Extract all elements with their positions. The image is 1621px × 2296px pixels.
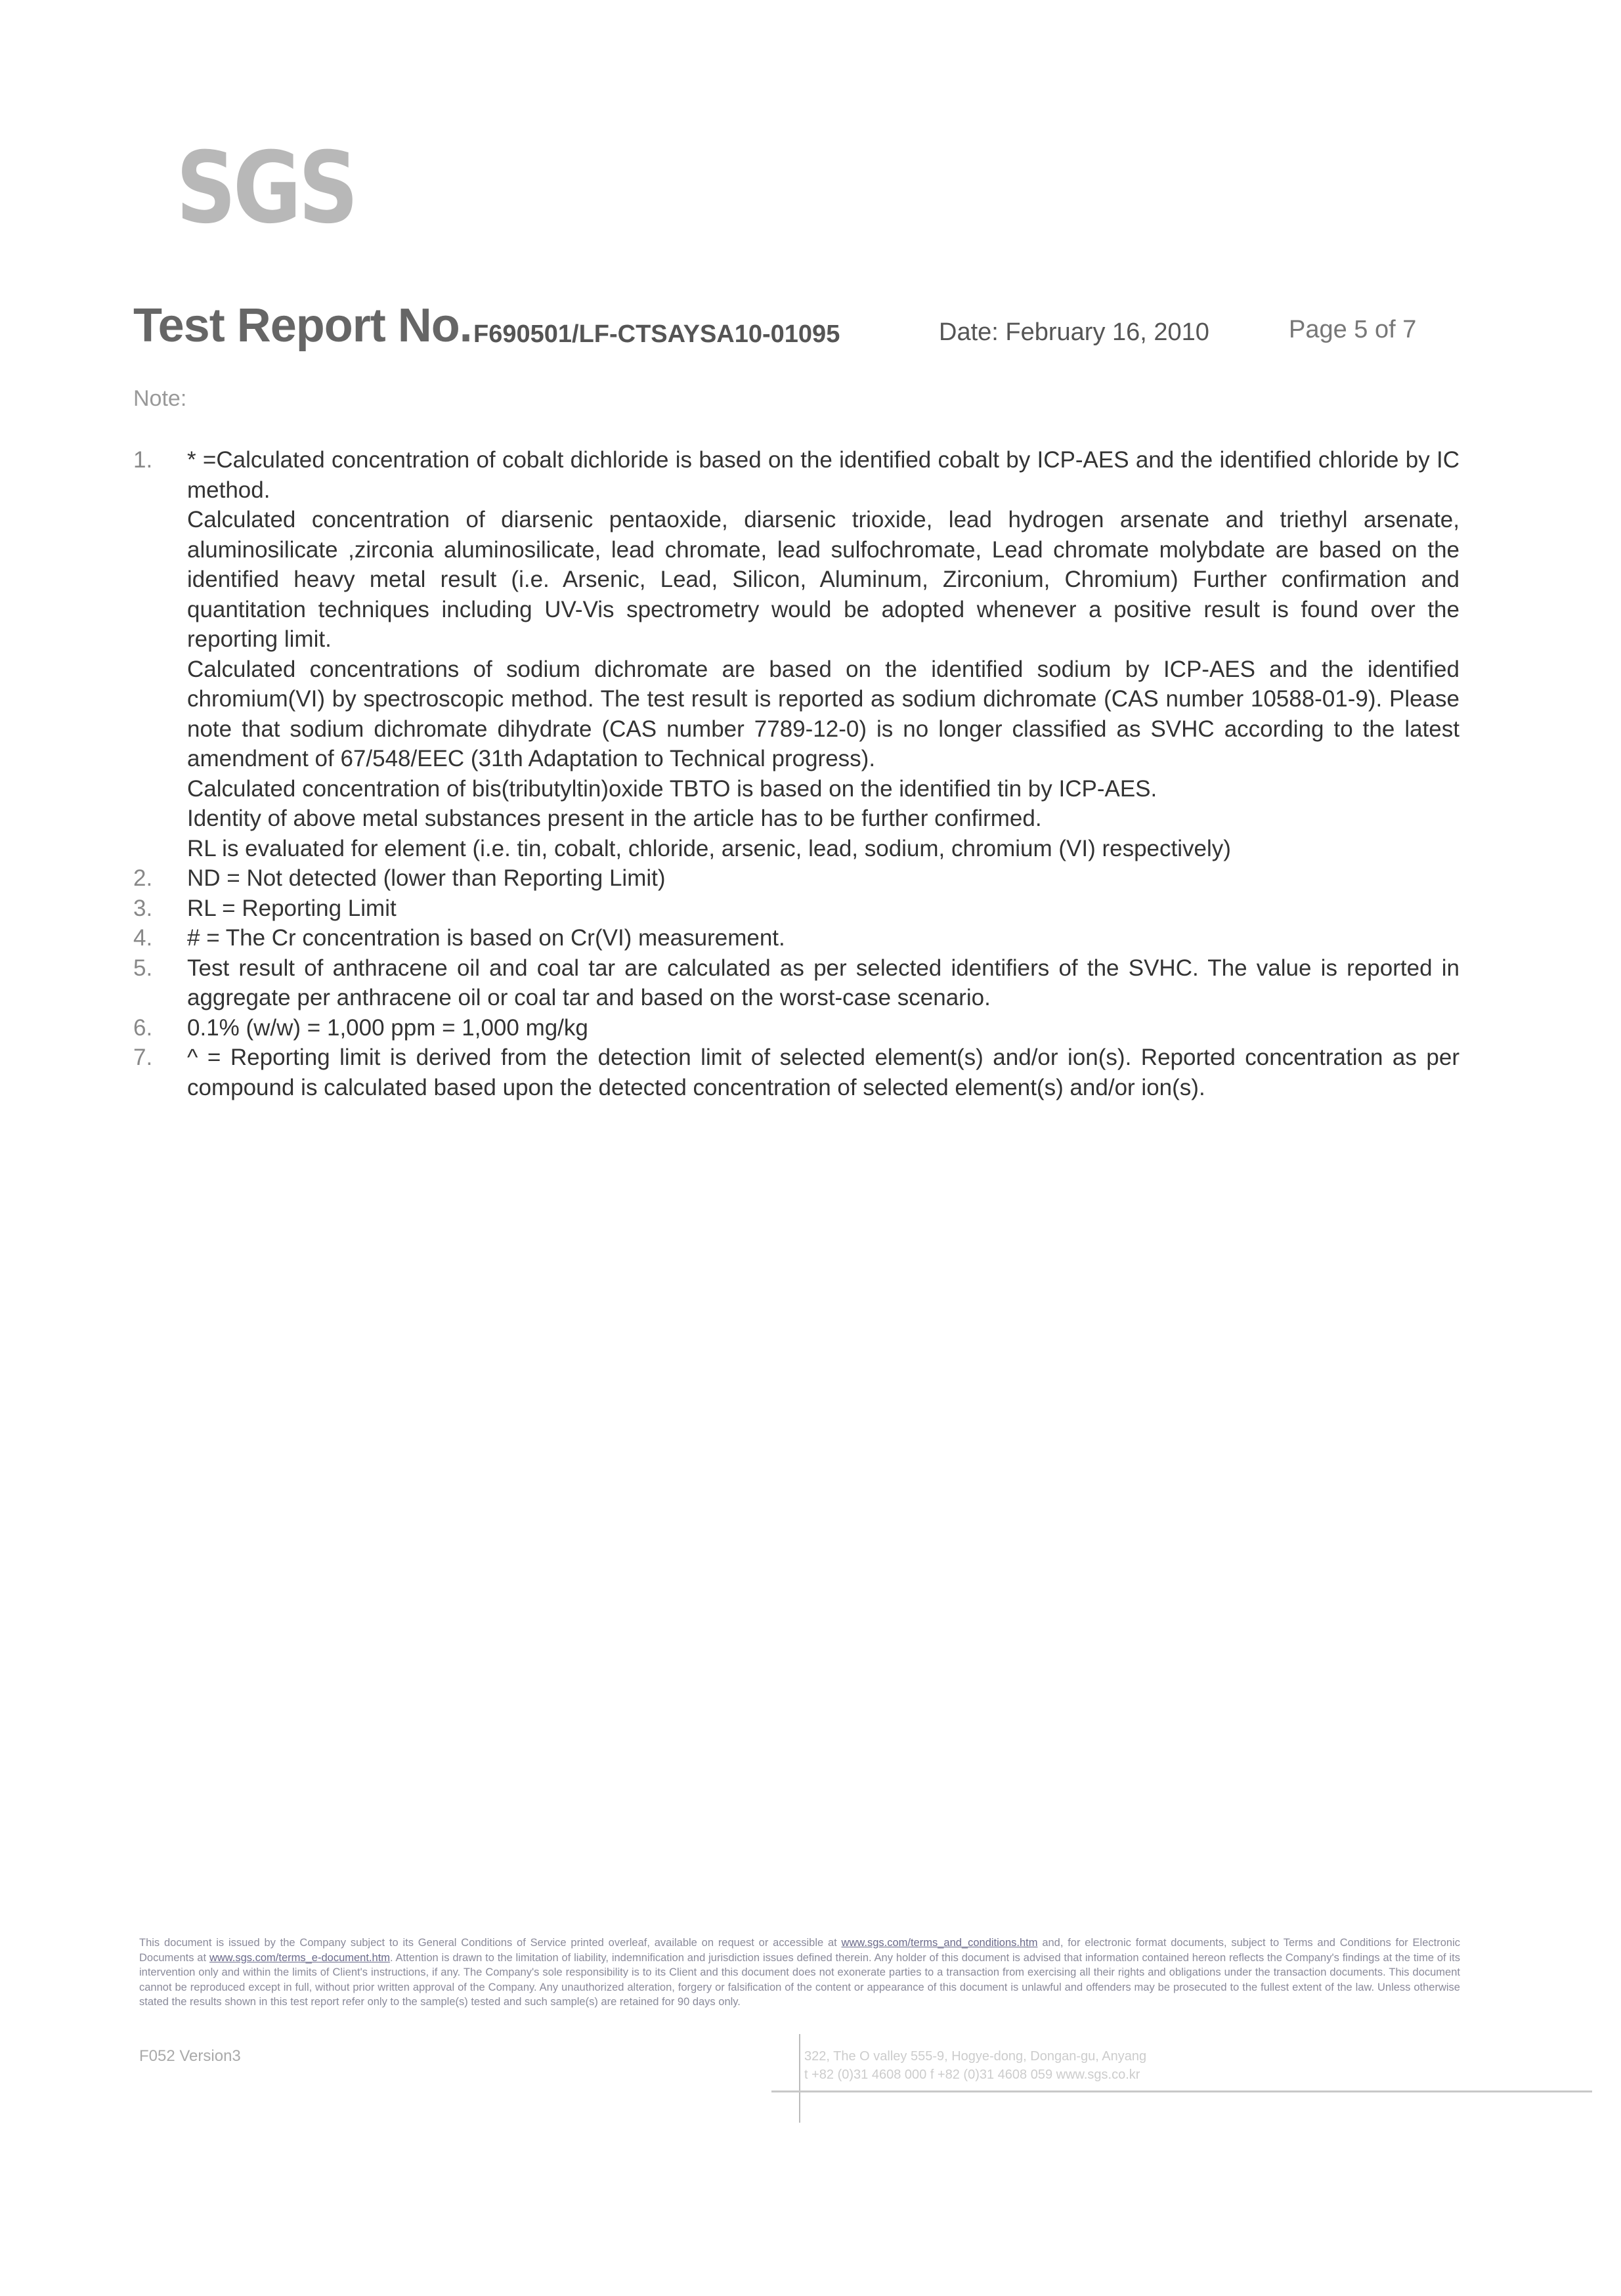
note-text: Calculated concentrations of sodium dichromate are based on the identified sodium by ICP-AES and the identified chromium(VI) by spectroscopic method. The test result is reported as sodium dichromate (CAS number 10588-01-9). Please note that sodium dichromate dihydrate (CAS number 7789-12-0) is no longer classified as SVHC according to the latest amendment of 67/548/EEC (31th Adaptation to Technical progress). [187,656,1459,771]
company-address [804,2047,1146,2084]
disclaimer-text: and, for electronic format documents, subject to Terms and Conditions for Electronic Documents at [139,1937,1460,1964]
report-date: Date: February 16, 2010 [939,318,1209,346]
page-indicator: Page 5 of 7 [1289,316,1417,343]
note-text: # = The Cr concentration is based on Cr(VI) measurement. [187,925,785,951]
note-text: ^ = Reporting limit is derived from the detection limit of selected element(s) and/or ion(s). Reported concentration as per compound is calculated based upon the detected concentration of selected element(s) and/or ion(s). [187,1045,1459,1100]
note-item [133,445,1459,863]
note-number: 7. [133,1045,153,1070]
note-text: Calculated concentration of bis(tributyltin)oxide TBTO is based on the identified tin by ICP-AES. [187,775,1157,802]
note-item [133,953,1459,1013]
note-text: Test result of anthracene oil and coal tar are calculated as per selected identifiers of the SVHC. The value is reported in aggregate per anthracene oil or coal tar and based on the worst-case scenario. [187,955,1459,1010]
address-line: 322, The O valley 555-9, Hogye-dong, Dongan-gu, Anyang [804,2049,1147,2064]
note-text: RL = Reporting Limit [187,895,397,921]
note-text: RL is evaluated for element (i.e. tin, cobalt, chloride, arsenic, lead, sodium, chromium (VI) respectively) [187,835,1231,861]
note-item [133,923,1459,953]
note-item [133,894,1459,924]
note-text: * =Calculated concentration of cobalt dichloride is based on the identified cobalt by ICP-AES and the identified chloride by IC method. [187,447,1459,503]
note-number: 4. [133,925,153,951]
note-item [133,863,1459,894]
note-text: Identity of above metal substances present in the article has to be further confirmed. [187,806,1042,831]
note-label: Note: [133,386,187,411]
note-number: 3. [133,895,153,921]
legal-disclaimer [139,1936,1460,2010]
disclaimer-text: This document is issued by the Company subject to its General Conditions of Service printed overleaf, available on request or accessible at [139,1937,837,1949]
note-item [133,1043,1459,1102]
note-number: 2. [133,865,153,891]
notes-list [133,445,1459,1102]
report-title: Test Report No. [133,299,472,352]
sgs-logo: SGS [176,131,356,246]
terms-conditions-link[interactable]: www.sgs.com/terms_and_conditions.htm [841,1937,1038,1949]
report-header [133,299,1486,358]
footer-rule [771,2090,1592,2092]
contact-line: t +82 (0)31 4608 000 f +82 (0)31 4608 059 www.sgs.co.kr [804,2068,1140,2082]
note-number: 1. [133,447,153,473]
form-version: F052 Version3 [139,2047,241,2065]
report-number: F690501/LF-CTSAYSA10-01095 [473,320,840,348]
e-document-terms-link[interactable]: www.sgs.com/terms_e-document.htm [209,1951,391,1964]
note-number: 6. [133,1014,153,1041]
note-text: 0.1% (w/w) = 1,000 ppm = 1,000 mg/kg [187,1014,588,1041]
note-item [133,1013,1459,1043]
note-number: 5. [133,955,153,981]
footer-divider [799,2034,800,2123]
note-text: Calculated concentration of diarsenic pentaoxide, diarsenic trioxide, lead hydrogen arsenate and triethyl arsenate, aluminosilicate ,zirconia aluminosilicate, lead chromate, lead sulfochromate, Lead chromate molybdate are based on the identified heavy metal result (i.e. Arsenic, Lead, Silicon, Aluminum, Zirconium, Chromium) Further confirmation and quantitation techniques including UV-Vis spectrometry would be adopted whenever a positive result is found over the reporting limit. [187,507,1459,652]
note-text: ND = Not detected (lower than Reporting Limit) [187,865,666,891]
disclaimer-text: . Attention is drawn to the limitation of liability, indemnification and jurisdiction issues defined therein. Any holder of this document is advised that information contained hereon reflects the Company's findings at the time of its intervention only and within the limits of Client's instructions, if any. The Company's sole responsibility is to its Client and this document does not exonerate parties to a transaction from exercising all their rights and obligations under the transaction documents. This document cannot be reproduced except in full, without prior written approval of the Company. Any unauthorized alteration, forgery or falsification of the content or appearance of this document is unlawful and offenders may be prosecuted to the fullest extent of the law. Unless otherwise stated the results shown in this test report refer only to the sample(s) tested and such sample(s) are retained for 90 days only. [139,1951,1460,2008]
